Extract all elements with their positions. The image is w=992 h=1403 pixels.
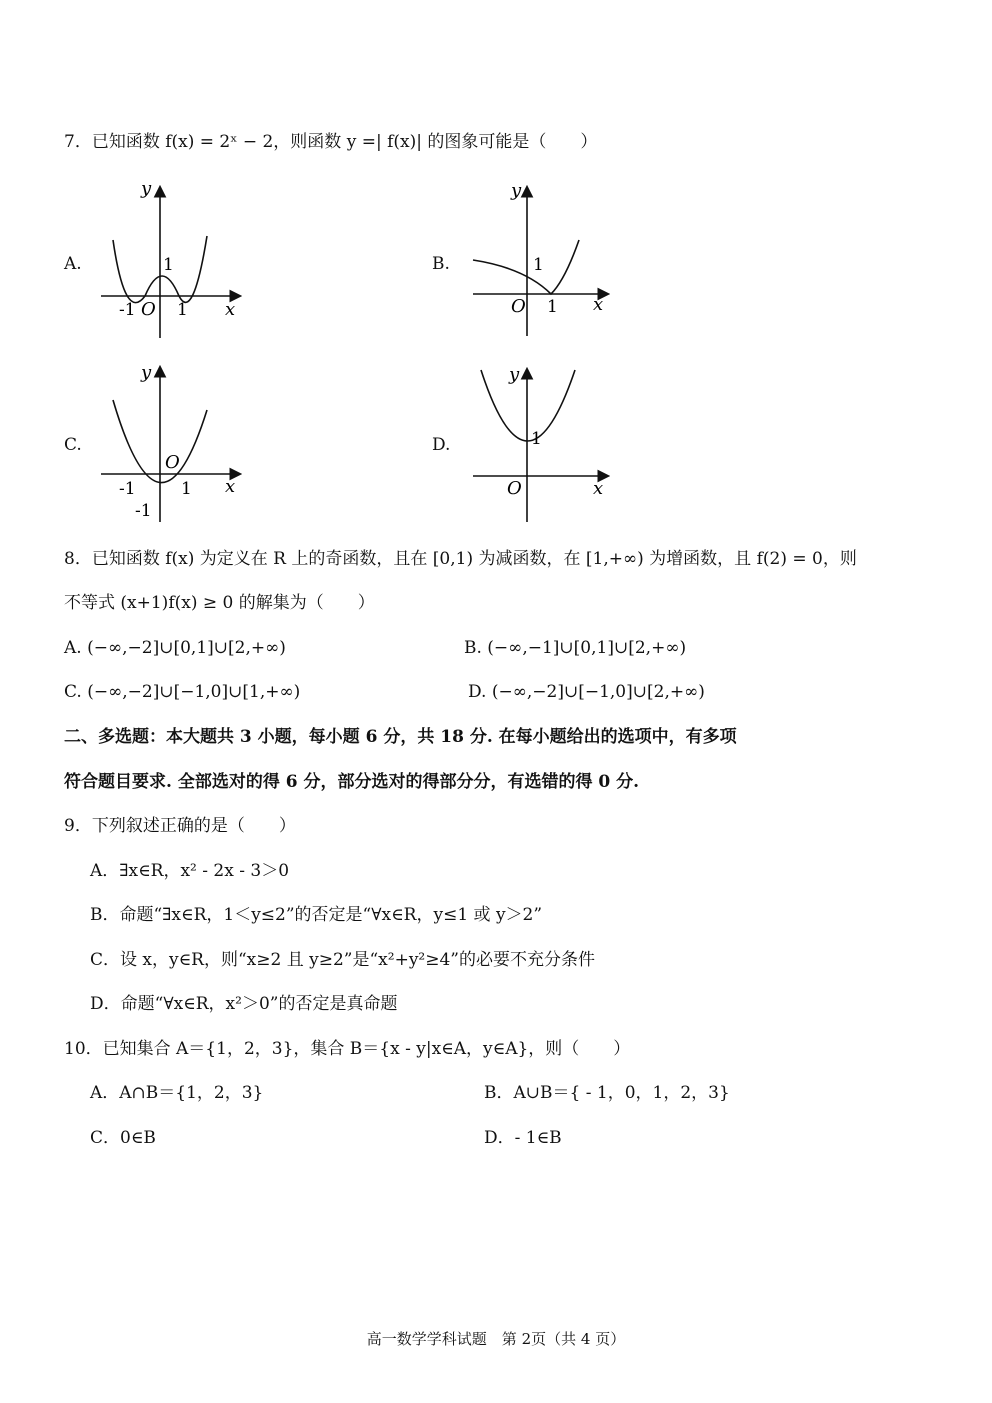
q9-option-a: A．∃x∈R，x² - 2x - 3＞0 [90,861,290,881]
q7-graph-a [95,178,255,346]
origin-label: O [511,296,526,317]
q7-graph-c [95,360,255,525]
section2-line1: 二、多选题：本大题共 3 小题，每小题 6 分，共 18 分. 在每小题给出的选项中，有多项 [64,727,737,747]
y-label: y [511,180,522,201]
section2-line2: 符合题目要求. 全部选对的得 6 分，部分选对的得部分分，有选错的得 0 分. [64,772,640,792]
q7-option-c-label: C. [64,435,82,455]
page-footer: 高一数学学科试题 第 2页（共 4 页） [366,1330,626,1348]
q7-stem: 7．已知函数 f(x) = 2ˣ − 2，则函数 y =| f(x)| 的图象可能是（ ） [64,132,598,152]
origin-label: O [165,452,180,473]
q7-option-d-label: D. [432,435,451,455]
x-label: x [593,294,604,315]
origin-label: O [141,299,156,320]
tick-y: 1 [533,255,544,275]
q8-option-a: A. (−∞,−2]∪[0,1]∪[2,+∞) [64,638,286,658]
q8-stem-line1: 8．已知函数 f(x) 为定义在 R 上的奇函数，且在 [0,1) 为减函数，在 [1,+∞) 为增函数，且 f(2) = 0，则 [64,549,857,569]
q8-option-d: D. (−∞,−2]∪[−1,0]∪[2,+∞) [468,682,705,702]
origin-label: O [507,478,522,499]
q7-graph-d [465,362,615,527]
tick-neg: -1 [119,479,136,499]
q9-option-c: C．设 x，y∈R，则“x≥2 且 y≥2”是“x²+y²≥4”的必要不充分条件 [90,950,595,970]
curve [481,370,575,441]
tick-y: 1 [531,429,542,449]
q10-option-d: D．- 1∈B [484,1128,562,1148]
tick-pos: 1 [181,479,192,499]
q9-option-b: B．命题“∃x∈R，1＜y≤2”的否定是“∀x∈R，y≤1 或 y＞2” [90,905,543,925]
q9-option-d: D．命题“∀x∈R，x²＞0”的否定是真命题 [90,994,398,1014]
y-label: y [141,362,152,383]
tick-y: 1 [163,255,174,275]
q7-graph-b [465,180,615,340]
tick-yneg: -1 [135,501,152,521]
x-label: x [225,476,236,497]
tick-pos: 1 [177,300,188,320]
q10-stem: 10．已知集合 A＝{1，2，3}，集合 B＝{x - y|x∈A，y∈A}，则（ ） [64,1039,631,1059]
q9-stem: 9．下列叙述正确的是（ ） [64,816,296,836]
y-label: y [141,178,152,199]
x-label: x [225,299,236,320]
q10-option-b: B．A∪B＝{ - 1，0，1，2，3} [484,1083,730,1103]
q8-option-c: C. (−∞,−2]∪[−1,0]∪[1,+∞) [64,682,301,702]
q7-option-b-label: B. [432,254,450,274]
q7-option-a-label: A. [64,254,82,274]
tick-pos: 1 [547,297,558,317]
q10-option-c: C．0∈B [90,1128,156,1148]
q10-option-a: A．A∩B＝{1，2，3} [90,1083,264,1103]
x-label: x [593,478,604,499]
q8-stem-line2: 不等式 (x+1)f(x) ≥ 0 的解集为（ ） [64,593,375,613]
y-label: y [509,364,520,385]
curve [473,240,579,294]
q8-option-b: B. (−∞,−1]∪[0,1]∪[2,+∞) [464,638,687,658]
tick-neg: -1 [119,300,136,320]
